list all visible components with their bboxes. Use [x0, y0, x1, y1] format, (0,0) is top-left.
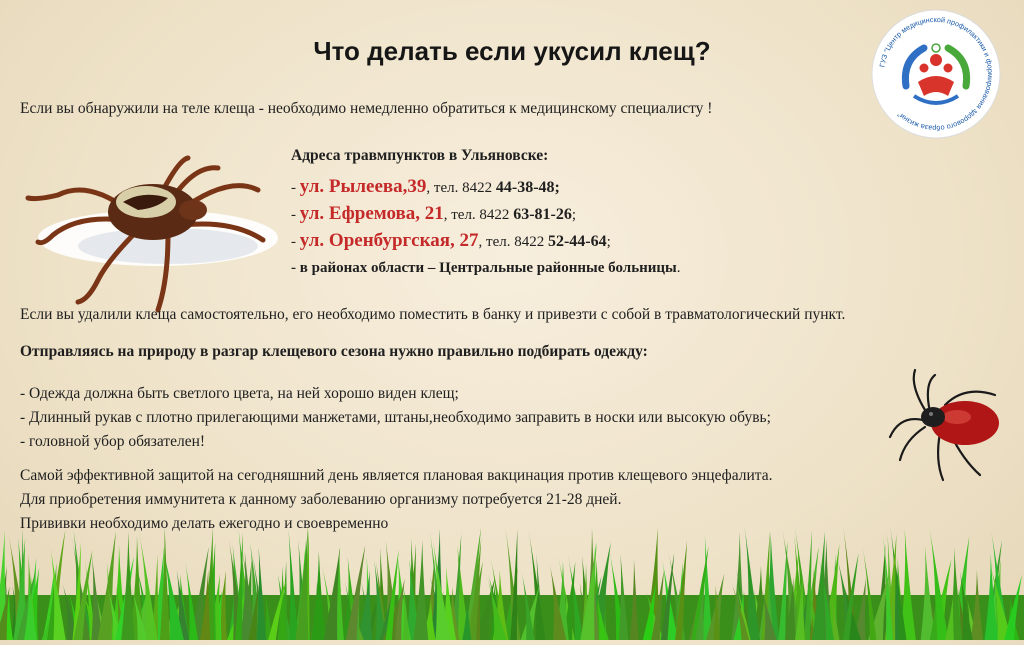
address-suffix: ;	[571, 207, 577, 223]
address-prefix: -	[291, 207, 300, 223]
vaccination-line: Для приобретения иммунитета к данному заболеванию организму потребуется 21-28 дней.	[20, 491, 622, 508]
address-phone-label: , тел. 8422	[443, 207, 514, 223]
intro-text: Если вы обнаружили на теле клеща - необходимо немедленно обратиться к медицинскому специалисту !	[20, 100, 713, 117]
address-phone-label: , тел. 8422	[478, 234, 548, 250]
address-street: ул. Ефремова, 21	[299, 203, 444, 224]
vaccination-line: Прививки необходимо делать ежегодно и своевременно	[20, 515, 389, 532]
address-suffix: ;	[606, 234, 611, 250]
address-phone: 52-44-64	[547, 233, 607, 250]
address-item	[291, 200, 681, 227]
organization-logo	[866, 8, 1006, 140]
address-prefix: -	[291, 234, 300, 250]
trauma-centers-heading: Адреса травмпунктов в Ульяновске:	[291, 147, 549, 164]
page-title: Что делать если укусил клещ?	[313, 36, 711, 66]
address-item	[291, 227, 681, 254]
regional-hospitals-end: .	[676, 260, 681, 276]
clothing-list	[20, 382, 771, 454]
address-street: ул. Оренбургская, 27	[299, 230, 479, 251]
removed-tick-note: Если вы удалили клеща самостоятельно, его необходимо поместить в банку и привезти с собой в травматологический пункт.	[20, 306, 846, 323]
address-phone: 63-81-26	[513, 206, 572, 223]
clothing-item: - Одежда должна быть светлого цвета, на ней хорошо виден клещ;	[20, 385, 459, 402]
regional-hospitals-text: - в районах области – Центральные районные больницы	[291, 260, 677, 276]
logo-ring-text: ГУЗ "Центр медицинской профилактики и формирования здорового образа жизни"	[877, 14, 996, 134]
address-prefix: -	[291, 180, 300, 196]
regional-hospitals-line	[291, 260, 681, 277]
address-item	[291, 173, 681, 200]
vaccination-line: Самой эффективной защитой на сегодняшний день является плановая вакцинация против клещевого энцефалита.	[20, 467, 773, 484]
clothing-item: - Длинный рукав с плотно прилегающими манжетами, штаны,необходимо заправить в носки или высокую обувь;	[20, 409, 771, 426]
address-phone: 44-38-48	[495, 179, 555, 196]
address-suffix: ;	[554, 179, 560, 196]
address-street: ул. Рылеева,39	[299, 176, 427, 197]
grass-border	[0, 520, 1024, 640]
trauma-centers-section	[291, 147, 681, 277]
tick-photo	[18, 150, 278, 315]
address-phone-label: , тел. 8422	[426, 180, 496, 196]
grass-blade	[288, 529, 298, 640]
clothing-item: - головной убор обязателен!	[20, 433, 206, 450]
red-tick-photo	[885, 365, 1007, 485]
clothing-heading: Отправляясь на природу в разгар клещевого сезона нужно правильно подбирать одежду:	[20, 343, 648, 360]
grass-blade	[121, 531, 135, 640]
